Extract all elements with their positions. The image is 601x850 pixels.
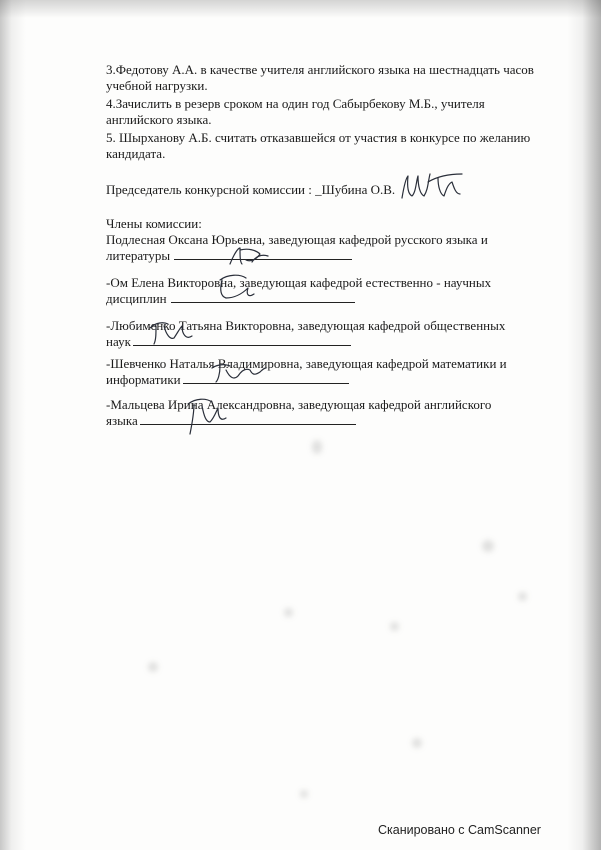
- member-3-line-1: -Любименко Татьяна Викторовна, заведующая кафедрой общественных: [106, 318, 506, 333]
- scan-shadow-left: [0, 0, 26, 850]
- member-4: [106, 356, 546, 387]
- member-5-line-1: -Мальцева Ирина Александровна, заведующая кафедрой английского: [106, 397, 492, 412]
- chairman-line: [106, 182, 546, 198]
- item-4-line-1: 4.Зачислить в резерв сроком на один год Сабырбекову М.Б., учителя: [106, 96, 485, 111]
- chairman-text: Председатель конкурсной комиссии : _Шубина О.В.: [106, 182, 396, 197]
- item-5-line-1: 5. Шырханову А.Б. считать отказавшейся от участия в конкурсе по желанию: [106, 130, 531, 145]
- members-heading-wrap: [106, 216, 546, 232]
- member-2-signature: [212, 272, 260, 304]
- item-4-line-2: английского языка.: [106, 111, 212, 127]
- scan-smudge: [518, 592, 527, 601]
- member-1: [106, 232, 546, 263]
- item-3-line-2: учебной нагрузки.: [106, 77, 208, 93]
- member-4-line-1: -Шевченко Наталья Владимировна, заведующая кафедрой математики и: [106, 356, 507, 371]
- scan-smudge: [412, 738, 422, 748]
- chairman-signature: [398, 168, 468, 208]
- member-5: [106, 397, 546, 428]
- item-3-line-1: 3.Федотову А.А. в качестве учителя английского языка на шестнадцать часов: [106, 62, 534, 77]
- scan-smudge: [482, 540, 494, 552]
- item-5-line-2: кандидата.: [106, 145, 166, 161]
- member-3-signature: [146, 316, 196, 348]
- item-5: [106, 130, 546, 161]
- scan-smudge: [390, 622, 399, 631]
- item-3: [106, 62, 546, 93]
- signature-blank: [171, 291, 355, 303]
- scan-smudge: [148, 662, 158, 672]
- member-4-signature: [208, 360, 268, 386]
- scan-smudge: [300, 790, 308, 798]
- camscanner-watermark: Сканировано с CamScanner: [378, 823, 541, 837]
- member-5-line-2: языка: [106, 412, 138, 428]
- scan-shadow-right: [567, 0, 601, 850]
- scan-shadow-top: [0, 0, 601, 18]
- scan-smudge: [284, 608, 293, 617]
- member-2-line-1: -Ом Елена Викторовна, заведующая кафедрой естественно - научных: [106, 275, 492, 290]
- item-4: [106, 96, 546, 127]
- member-3-line-2: наук: [106, 333, 131, 349]
- member-2-line-2: дисциплин: [106, 290, 167, 306]
- member-5-signature: [180, 394, 232, 440]
- member-1-line-2: литературы: [106, 247, 171, 263]
- member-2: [106, 275, 546, 306]
- members-heading: Члены комиссии:: [106, 216, 202, 231]
- member-1-signature: [226, 244, 272, 270]
- signature-blank: [140, 413, 356, 425]
- member-4-line-2: информатики: [106, 371, 181, 387]
- scan-smudge: [312, 440, 322, 454]
- member-1-line-1: Подлесная Оксана Юрьевна, заведующая кафедрой русского языка и: [106, 232, 488, 247]
